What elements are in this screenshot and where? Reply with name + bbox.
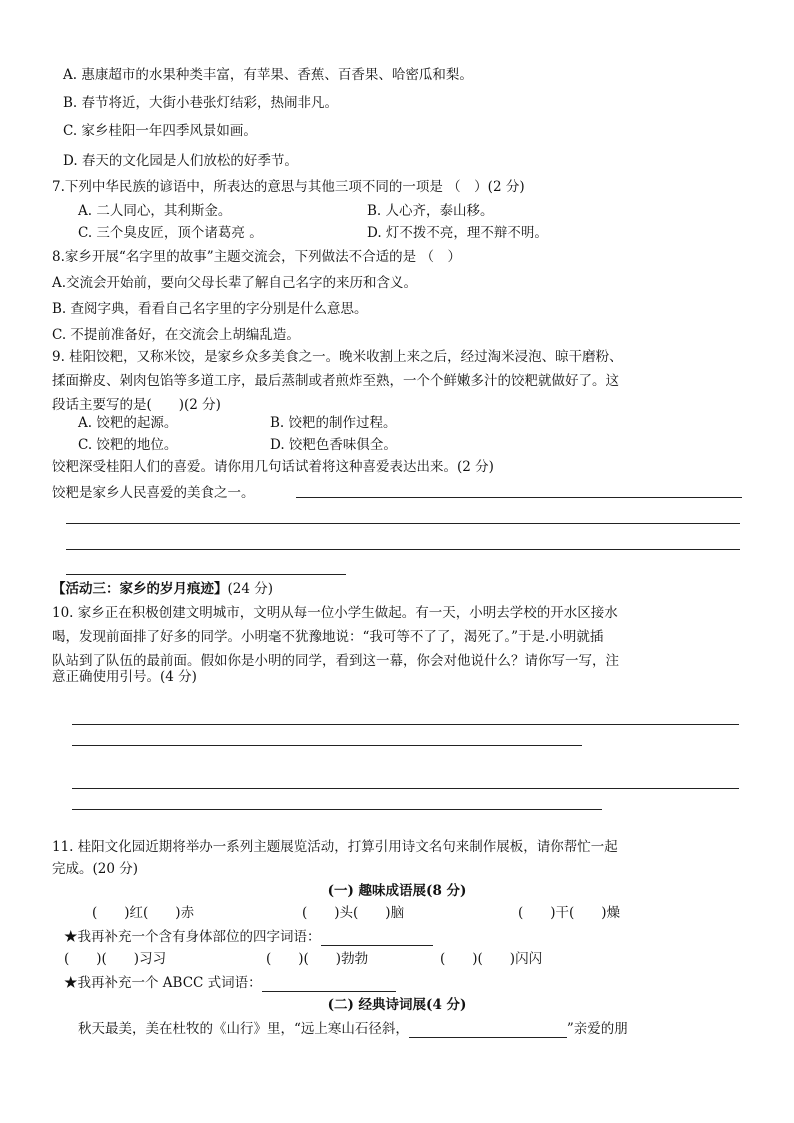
q11-poem-pre: 秋天最美，美在杜牧的《山行》里，“远上寒山石径斜，	[78, 1021, 409, 1037]
q9-option-c: C. 饺粑的地位。	[78, 437, 178, 453]
q10-answer-line-3[interactable]	[72, 788, 739, 789]
q7-option-b: B. 人心齐，泰山移。	[367, 203, 494, 219]
q8-option-b: B. 查阅字典，看看自己名字里的字分别是什么意思。	[52, 301, 368, 317]
q9-answer-lead: 饺粑是家乡人民喜爱的美食之一。	[52, 485, 255, 501]
q10-answer-line-4[interactable]	[72, 809, 602, 810]
q6-option-b: B. 春节将近，大街小巷张灯结彩，热闹非凡。	[63, 95, 339, 111]
q9-stem-line2: 揉面擀皮、剁肉包馅等多道工序，最后蒸制或者煎炸至熟，一个个鲜嫩多汁的饺粑就做好了。这	[52, 373, 619, 389]
q11-idiom-6: ( )( )闪闪	[440, 951, 543, 967]
q11-supplement-1-blank[interactable]	[321, 931, 433, 946]
q9-stem-line1: 9. 桂阳饺粑，又称米饺，是家乡众多美食之一。晚米收割上来之后，经过淘米浸泡、晾干磨粉、	[52, 349, 623, 365]
q10-line1: 10. 家乡正在积极创建文明城市，文明从每一位小学生做起。有一天，小明去学校的开水区接水	[52, 605, 618, 621]
activity3-title: 【活动三：家乡的岁月痕迹】	[52, 581, 228, 597]
q9-answer-line-4[interactable]	[66, 574, 346, 575]
q6-option-d: D. 春天的文化园是人们放松的好季节。	[63, 153, 298, 169]
q9-stem-line3: 段话主要写的是( )(2 分)	[52, 397, 221, 413]
q10-answer-line-1[interactable]	[72, 724, 739, 725]
q8-stem: 8.家乡开展“名字里的故事”主题交流会，下列做法不合适的是 （ ）	[52, 249, 461, 265]
q6-option-a: A. 惠康超市的水果种类丰富，有苹果、香蕉、百香果、哈密瓜和梨。	[63, 67, 473, 83]
q11-supplement-2-blank[interactable]	[262, 977, 396, 992]
q7-option-c: C. 三个臭皮匠，顶个诸葛亮 。	[78, 225, 263, 241]
q11-poem-blank[interactable]	[409, 1023, 567, 1038]
q11-supplement-2-text: ★我再补充一个 ABCC 式词语：	[64, 975, 262, 991]
q11-idiom-1: ( )红( )赤	[92, 905, 195, 921]
q9-option-d: D. 饺粑色香味俱全。	[270, 437, 397, 453]
q9-answer-line-1[interactable]	[296, 497, 742, 498]
q11-part2-title: (二) 经典诗词展(4 分)	[327, 997, 467, 1013]
q11-idiom-2: ( )头( )脑	[302, 905, 405, 921]
q11-idiom-3: ( )干( )燥	[518, 905, 621, 921]
q11-idiom-5: ( )( )勃勃	[266, 951, 369, 967]
q10-line4: 意正确使用引号。(4 分)	[52, 669, 197, 685]
q11-line2: 完成。(20 分)	[52, 861, 139, 877]
q10-answer-line-2[interactable]	[72, 745, 582, 746]
q11-supplement-1	[64, 928, 433, 946]
q9-answer-line-2[interactable]	[66, 523, 740, 524]
q6-option-c: C. 家乡桂阳一年四季风景如画。	[63, 123, 257, 139]
activity3-header	[52, 580, 273, 598]
q11-poem-line	[78, 1020, 628, 1038]
q11-idiom-4: ( )( )习习	[64, 951, 167, 967]
q9-option-b: B. 饺粑的制作过程。	[270, 415, 397, 431]
q7-option-a: A. 二人同心，其利斯金。	[78, 203, 232, 219]
q11-line1: 11. 桂阳文化园近期将举办一系列主题展览活动，打算引用诗文名句来制作展板，请你帮忙一起	[52, 839, 618, 855]
q11-supplement-2	[64, 974, 396, 992]
q9-answer-line-3[interactable]	[66, 549, 740, 550]
q11-supplement-1-text: ★我再补充一个含有身体部位的四字词语：	[64, 929, 321, 945]
q7-stem: 7.下列中华民族的谚语中，所表达的意思与其他三项不同的一项是 （ ）(2 分)	[52, 179, 525, 195]
q8-option-a: A.交流会开始前，要向父母长辈了解自己名字的来历和含义。	[52, 275, 418, 291]
q10-line3: 队站到了队伍的最前面。假如你是小明的同学，看到这一幕，你会对他说什么？请你写一写，注	[52, 653, 619, 669]
q10-line2: 喝，发现前面排了好多的同学。小明毫不犹豫地说：“我可等不了了，渴死了。”于是.小明就插	[52, 629, 604, 645]
q7-option-d: D. 灯不拨不亮，理不辩不明。	[367, 225, 548, 241]
q11-poem-post: ”亲爱的朋	[566, 1021, 628, 1037]
q11-part1-title: (一) 趣味成语展(8 分)	[327, 883, 467, 899]
activity3-points: (24 分)	[227, 581, 274, 597]
q9-followup: 饺粑深受桂阳人们的喜爱。请你用几句话试着将这种喜爱表达出来。(2 分)	[52, 459, 494, 475]
q8-option-c: C. 不提前准备好，在交流会上胡编乱造。	[52, 327, 300, 343]
q9-option-a: A. 饺粑的起源。	[78, 415, 178, 431]
